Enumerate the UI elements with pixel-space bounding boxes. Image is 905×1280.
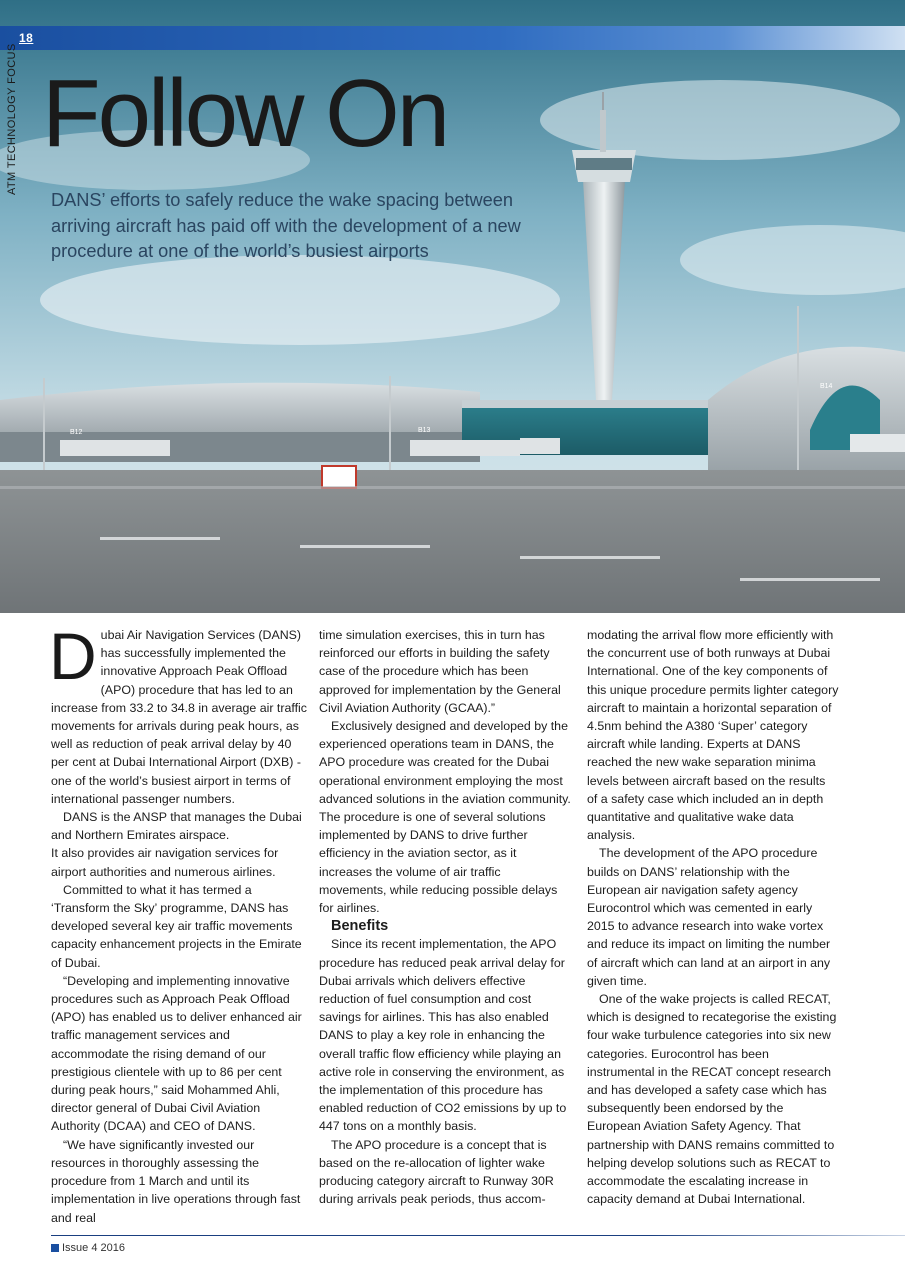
- body-paragraph: The development of the APO procedure builds on DANS’ relationship with the European air navigation safety agency Eurocontrol which was cemented in early 2015 to advance research into wake vortex and reduce its impact on limiting the number of aircraft which can land at an airport in any given time.: [587, 846, 831, 988]
- header-band: [0, 26, 905, 50]
- footer-issue: Issue 4 2016: [62, 1242, 125, 1254]
- body-column-3: [587, 626, 839, 1209]
- gate-label: B13: [418, 427, 431, 434]
- article-standfirst: DANS’ efforts to safely reduce the wake spacing between arriving aircraft has paid off with the development of a new procedure at one of the world’s busiest airports: [51, 190, 521, 261]
- footer-marker: [51, 1244, 59, 1252]
- body-paragraph: DANS is the ANSP that manages the Dubai and Northern Emirates airspace.: [51, 810, 302, 843]
- section-subhead: Benefits: [331, 918, 389, 935]
- body-paragraph: It also provides air navigation services for airport authorities and numerous airlines.: [51, 846, 279, 879]
- gate-label: B14: [820, 383, 833, 390]
- drop-cap: D: [49, 619, 97, 693]
- body-paragraph: modating the arrival flow more efficiently with the concurrent use of both runways at Dubai International. One of the key components of this unique procedure permits lighter category aircraft to maintain a horizontal separation of 4.5nm behind the A380 ‘Super’ category aircraft while landing. Experts at DANS reached the new wake separation minima levels between aircraft based on the results of a safety case which included an in depth quantitative and qualitative wake data analysis.: [587, 628, 839, 843]
- section-tag: ATM TECHNOLOGY FOCUS: [6, 43, 18, 195]
- body-paragraph: Committed to what it has termed a ‘Transform the Sky’ programme, DANS has developed several key air traffic movements capacity enhancement projects in the Emirate of Dubai.: [51, 882, 302, 970]
- body-column-2: [319, 626, 571, 1209]
- body-paragraph: time simulation exercises, this in turn has reinforced our efforts in building the safety case of the procedure which has been approved for implementation by the General Civil Aviation Authority (GCAA).”: [319, 628, 561, 715]
- footer-rule: [51, 1235, 905, 1236]
- body-paragraph: The APO procedure is a concept that is based on the re-allocation of lighter wake producing category aircraft to Runway 30R during arrivals peak periods, thus accom-: [319, 1137, 554, 1207]
- article-title: Follow On: [42, 60, 448, 167]
- body-column-1: [49, 619, 309, 1227]
- gate-label: B12: [70, 429, 83, 436]
- body-paragraph: Dubai Air Navigation Services (DANS) has successfully implemented the innovative Approach Peak Offload (APO) procedure that has led to an increase from 33.2 to 34.8 in average air traffic movements for arrivals during peak hours, as well as reduction of peak arrival delay by 40 per cent at Dubai International Airport (DXB) - one of the world’s busiest airport in terms of international passenger numbers.: [49, 619, 307, 806]
- page-number: 18: [19, 31, 34, 45]
- body-paragraph: Since its recent implementation, the APO procedure has reduced peak arrival delay for Dubai arrivals which delivers effective reduction of fuel consumption and cost savings for airlines. This has also enabled DANS to play a key role in enhancing the overall traffic flow efficiency while playing an active role in conserving the environment, as the implementation of this procedure has enabled reduction of CO2 emissions by up to 447 tons on a monthly basis.: [319, 937, 567, 1134]
- body-paragraph: Exclusively designed and developed by the experienced operations team in DANS, the APO procedure was created for the Dubai operational environment employing the most advanced solutions in the aviation community. The procedure is one of several solutions implemented by DANS to drive further efficiency in the aviation sector, as it increases the volume of air traffic movements, while reducing possible delays for airlines.: [319, 719, 571, 916]
- body-paragraph: “We have significantly invested our resources in thoroughly assessing the procedure from 1 March and until its implementation in live operations through fast and real: [51, 1137, 301, 1225]
- body-paragraph: One of the wake projects is called RECAT, which is designed to recategorise the existing four wake turbulence categories into six new categories. Eurocontrol has been instrumental in the RECAT concept research and has developed a safety case which has subsequently been endorsed by the European Aviation Safety Agency. That partnership with DANS remains committed to helping develop solutions such as RECAT to accommodate the escalating increase in capacity demand at Dubai International.: [587, 992, 837, 1207]
- body-paragraph: “Developing and implementing innovative procedures such as Approach Peak Offload (APO) has enabled us to deliver enhanced air traffic management services and accommodate the rising demand of our prestigious clientele with up to 86 per cent during peak hours,” said Mohammed Ahli, director general of Dubai Civil Aviation Authority (DCAA) and CEO of DANS.: [51, 973, 302, 1134]
